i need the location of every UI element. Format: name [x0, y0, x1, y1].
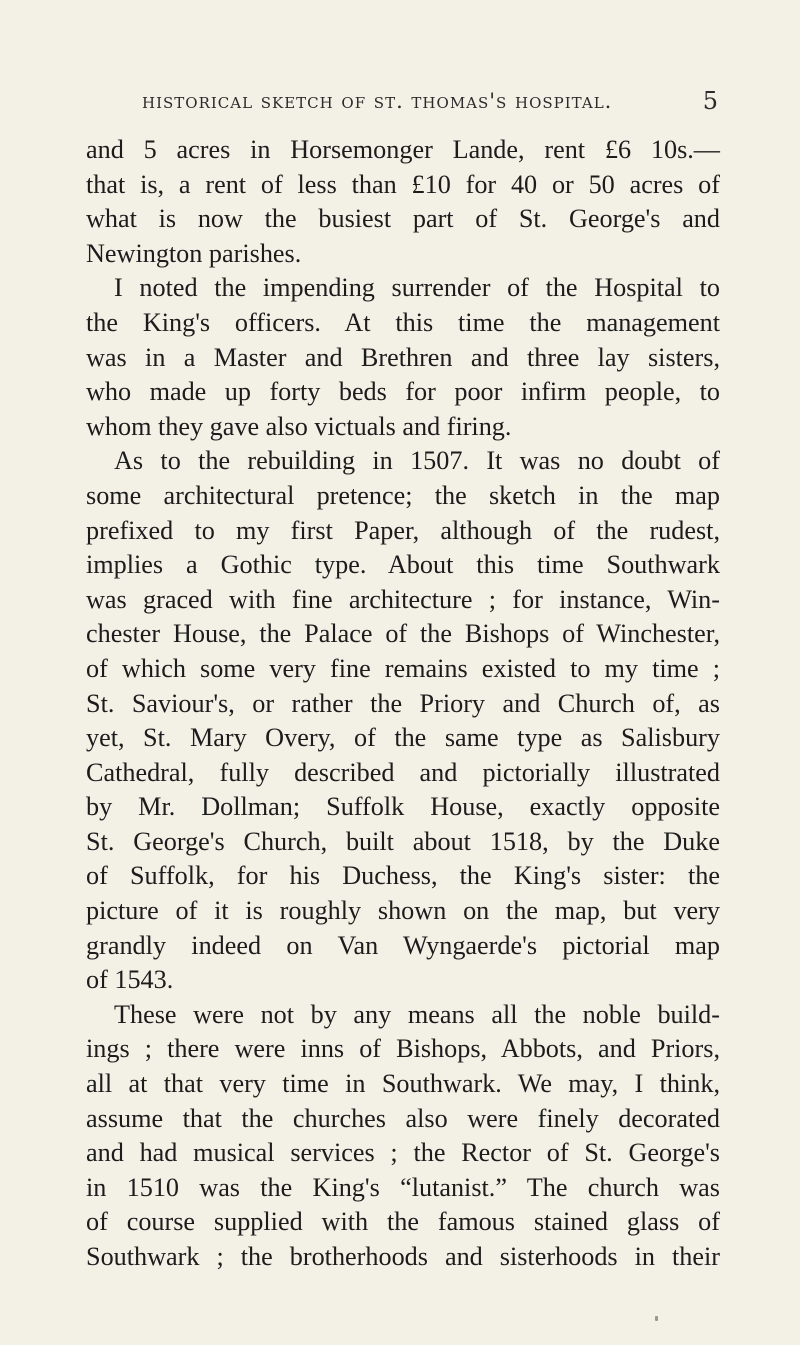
text-line: the King's officers. At this time the management [86, 307, 720, 337]
text-line: prefixed to my first Paper, although of the rudest, [86, 515, 720, 545]
text-line: of course supplied with the famous stained glass of [86, 1207, 720, 1237]
text-line: of Suffolk, for his Duchess, the King's sister: the [86, 861, 720, 891]
text-line: by Mr. Dollman; Suffolk House, exactly opposite [86, 792, 720, 822]
body-text [86, 133, 720, 1275]
text-line: was graced with fine architecture ; for instance, Win- [86, 584, 720, 614]
text-line: in 1510 was the King's “lutanist.” The church was [86, 1172, 720, 1202]
text-line: what is now the busiest part of St. George's and [86, 204, 720, 234]
text-line: chester House, the Palace of the Bishops of Winchester, [86, 619, 720, 649]
text-line: of 1543. [86, 965, 174, 995]
text-line: some architectural pretence; the sketch in the map [86, 480, 720, 510]
text-line: ings ; there were inns of Bishops, Abbots, and Priors, [86, 1034, 720, 1064]
text-line: grandly indeed on Van Wyngaerde's pictorial map [86, 930, 720, 960]
running-head [142, 84, 718, 118]
text-line: yet, St. Mary Overy, of the same type as Salisbury [86, 723, 720, 753]
text-line: Cathedral, fully described and pictorially illustrated [86, 757, 720, 787]
running-title: historical sketch of st. thomas's hospital. [142, 89, 613, 113]
text-line: implies a Gothic type. About this time Southwark [86, 550, 720, 580]
text-line: Newington parishes. [86, 238, 302, 268]
text-line: all at that very time in Southwark. We may, I think, [86, 1069, 720, 1099]
text-line: and had musical services ; the Rector of St. George's [86, 1138, 720, 1168]
text-line: assume that the churches also were finely decorated [86, 1103, 720, 1133]
text-line: As to the rebuilding in 1507. It was no doubt of [114, 446, 720, 476]
text-line: of which some very fine remains existed to my time ; [86, 653, 720, 683]
text-line: Southwark ; the brotherhoods and sisterhoods in their [86, 1242, 720, 1271]
page-number: 5 [702, 87, 718, 115]
ink-speck [655, 1316, 658, 1321]
text-line: who made up forty beds for poor infirm people, to [86, 377, 720, 407]
text-line: These were not by any means all the noble build- [114, 999, 720, 1029]
text-line: was in a Master and Brethren and three lay sisters, [86, 342, 720, 372]
text-line: that is, a rent of less than £10 for 40 or 50 acres of [86, 169, 720, 199]
text-line: I noted the impending surrender of the Hospital to [114, 273, 720, 303]
text-line: and 5 acres in Horsemonger Lande, rent £6 10s.— [86, 135, 720, 164]
text-line: picture of it is roughly shown on the map, but very [86, 896, 720, 926]
text-line: whom they gave also victuals and firing. [86, 411, 512, 441]
text-line: St. George's Church, built about 1518, by the Duke [86, 826, 720, 856]
text-line: St. Saviour's, or rather the Priory and Church of, as [86, 688, 720, 718]
